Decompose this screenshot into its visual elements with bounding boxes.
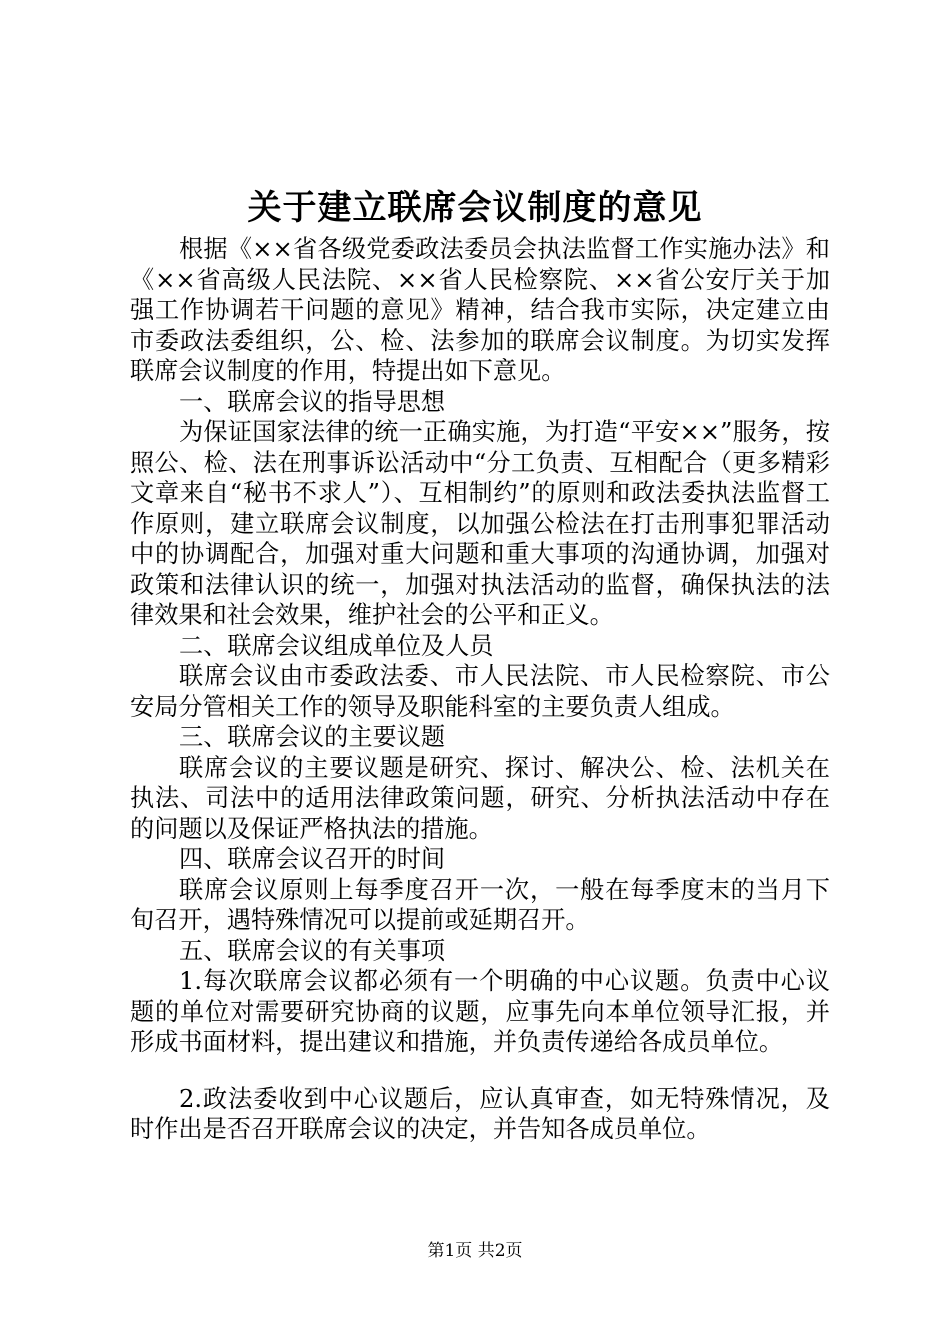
section-heading-5: 五、联席会议的有关事项 bbox=[179, 936, 446, 965]
page-footer: 第1页 共2页 bbox=[427, 1241, 523, 1261]
section-heading-2: 二、联席会议组成单位及人员 bbox=[179, 631, 494, 660]
section-heading-3: 三、联席会议的主要议题 bbox=[179, 723, 446, 751]
document-title: 关于建立联席会议制度的意见 bbox=[247, 188, 703, 228]
section-paragraph-3: 联席会议的主要议题是研究、探讨、解决公、检、法机关在执法、司法中的适用法律政策问题，研究、分析执法活动中存在的问题以及保证严格执法的措施。 bbox=[130, 753, 830, 843]
list-item-2: 2.政法委收到中心议题后，应认真审查，如无特殊情况，及时作出是否召开联席会议的决定，并告知各成员单位。 bbox=[130, 1084, 830, 1143]
section-paragraph-1: 为保证国家法律的统一正确实施，为打造“平安××”服务，按照公、检、法在刑事诉讼活动中“分工负责、互相配合（更多精彩文章来自“秘书不求人”）、互相制约”的原则和政法委执法监督工作原则，建立联席会议制度，以加强公检法在打击刑事犯罪活动中的协调配合，加强对重大问题和重大事项的沟通协调，加强对政策和法律认识的统一，加强对执法活动的监督，确保执法的法律效果和社会效果，维护社会的公平和正义。 bbox=[130, 418, 830, 629]
intro-paragraph: 根据《××省各级党委政法委员会执法监督工作实施办法》和《××省高级人民法院、××省人民检察院、××省公安厅关于加强工作协调若干问题的意见》精神，结合我市实际，决定建立由市委政法委组织，公、检、法参加的联席会议制度。为切实发挥联席会议制度的作用，特提出如下意见。 bbox=[130, 235, 830, 385]
section-paragraph-4: 联席会议原则上每季度召开一次，一般在每季度末的当月下旬召开，遇特殊情况可以提前或延期召开。 bbox=[130, 875, 830, 934]
document-body bbox=[130, 234, 830, 1145]
list-item-1: 1.每次联席会议都必须有一个明确的中心议题。负责中心议题的单位对需要研究协商的议题，应事先向本单位领导汇报，并形成书面材料，提出建议和措施，并负责传递给各成员单位。 bbox=[130, 967, 830, 1056]
section-heading-4: 四、联席会议召开的时间 bbox=[179, 845, 446, 873]
section-paragraph-2: 联席会议由市委政法委、市人民法院、市人民检察院、市公安局分管相关工作的领导及职能科室的主要负责人组成。 bbox=[130, 662, 830, 721]
section-heading-1: 一、联席会议的指导思想 bbox=[179, 387, 446, 416]
